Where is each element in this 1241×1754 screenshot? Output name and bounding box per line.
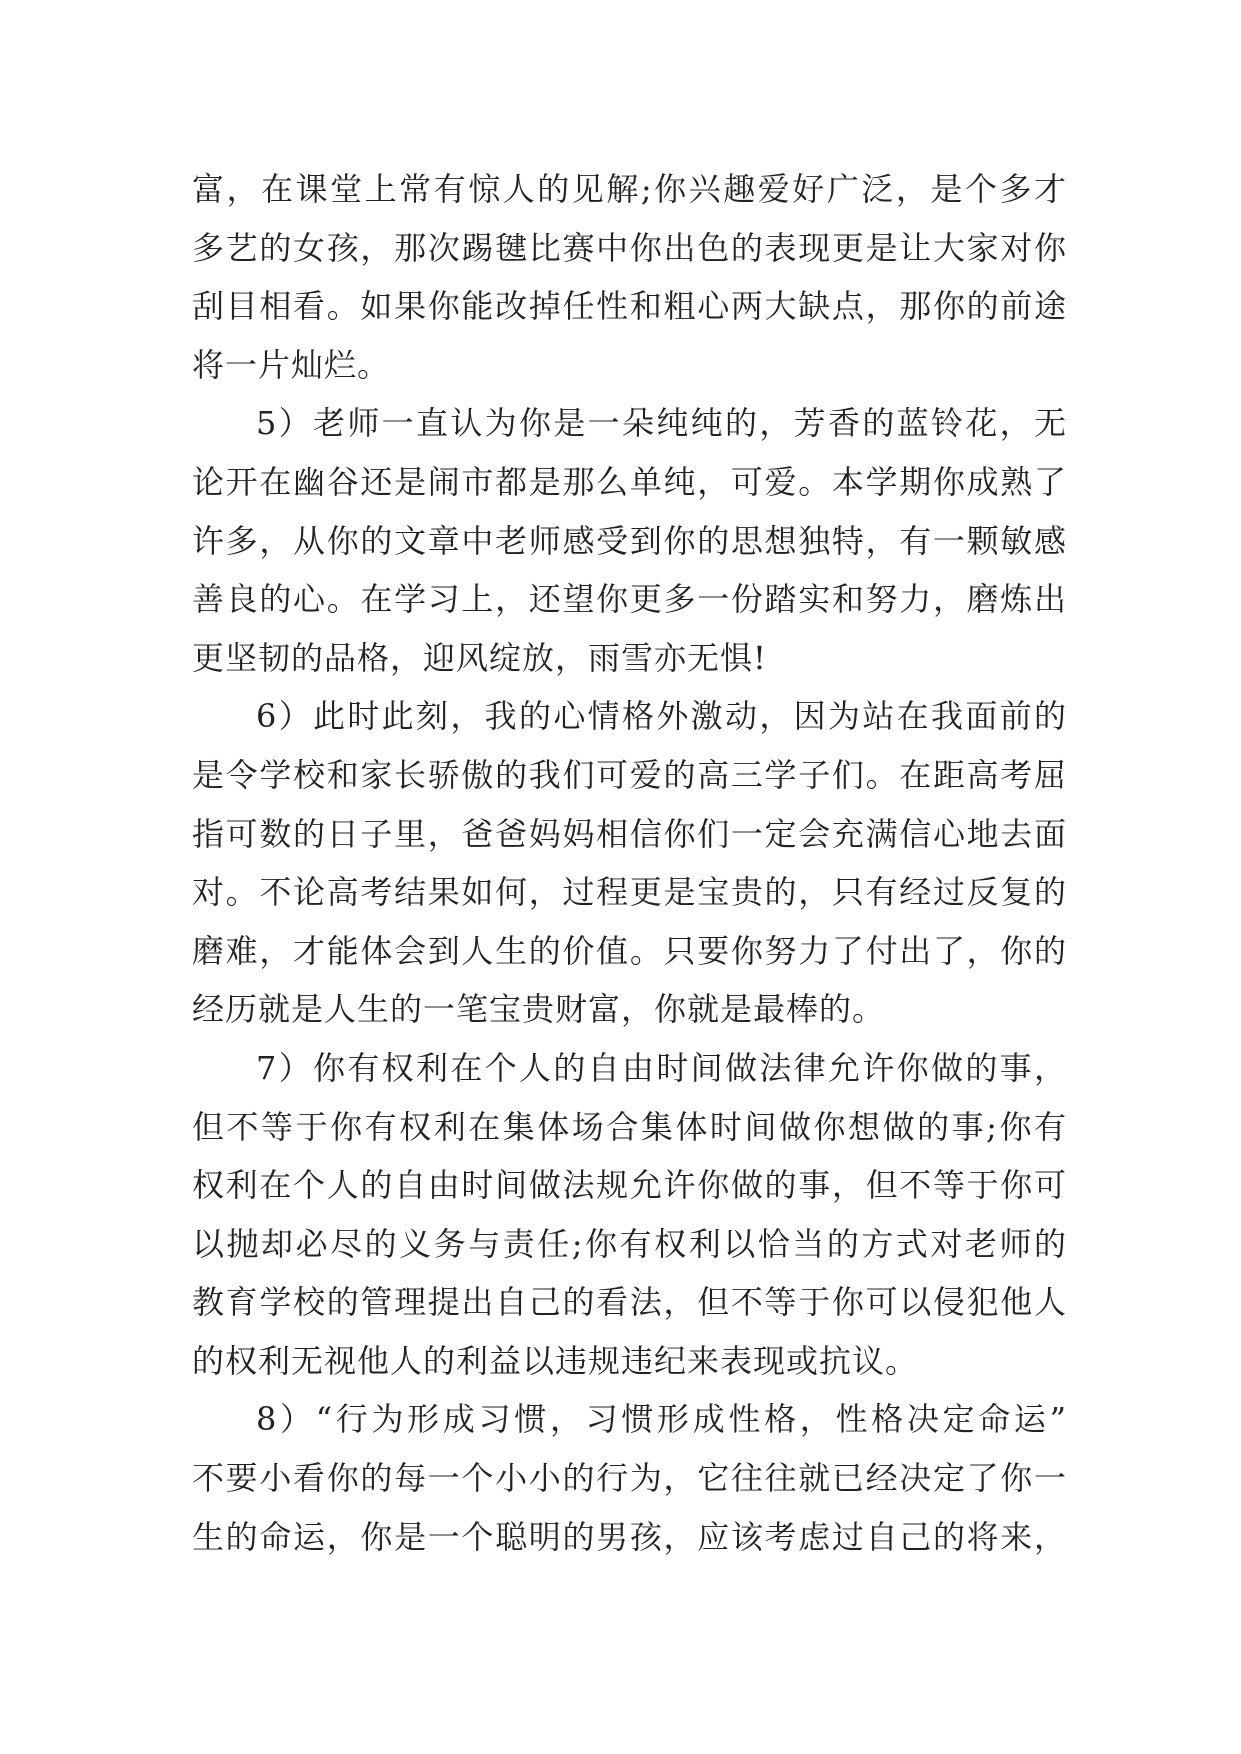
text-line: 多艺的女孩，那次踢毽比赛中你出色的表现更是让大家对你 [192, 228, 1067, 267]
paragraph-continuation [192, 160, 1067, 394]
text-line: 许多，从你的文章中老师感受到你的思想独特，有一颗敏感 [192, 521, 1067, 560]
text-line: 是令学校和家长骄傲的我们可爱的高三学子们。在距高考屈 [192, 755, 1067, 794]
text-line: 对。不论高考结果如何，过程更是宝贵的，只有经过反复的 [192, 873, 1067, 912]
text-line: 论开在幽谷还是闹市都是那么单纯，可爱。本学期你成熟了 [192, 462, 1067, 501]
document-body [192, 160, 1067, 1566]
text-line: 的权利无视他人的利益以违规违纪来表现或抗议。 [192, 1341, 919, 1380]
text-line: 善良的心。在学习上，还望你更多一份踏实和努力，磨炼出 [192, 580, 1067, 619]
text-line: 生的命运，你是一个聪明的男孩，应该考虑过自己的将来， [192, 1517, 1067, 1556]
text-line: 5）老师一直认为你是一朵纯纯的，芳香的蓝铃花，无 [256, 404, 1067, 443]
text-line: 将一片灿烂。 [192, 345, 391, 384]
text-line: 以抛却必尽的义务与责任;你有权利以恰当的方式对老师的 [192, 1224, 1067, 1263]
text-line: 权利在个人的自由时间做法规允许你做的事，但不等于你可 [192, 1166, 1067, 1205]
text-line: 8）“行为形成习惯，习惯形成性格，性格决定命运” [256, 1400, 1067, 1439]
text-line: 指可数的日子里，爸爸妈妈相信你们一定会充满信心地去面 [192, 814, 1067, 853]
text-line: 不要小看你的每一个小小的行为，它往往就已经决定了你一 [192, 1459, 1067, 1498]
text-line: 6）此时此刻，我的心情格外激动，因为站在我面前的 [256, 697, 1067, 736]
text-line: 刮目相看。如果你能改掉任性和粗心两大缺点，那你的前途 [192, 287, 1067, 326]
text-line: 7）你有权利在个人的自由时间做法律允许你做的事， [256, 1048, 1067, 1087]
paragraph-5 [192, 394, 1067, 687]
paragraph-6 [192, 687, 1067, 1039]
text-line: 经历就是人生的一笔宝贵财富，你就是最棒的。 [192, 990, 886, 1029]
paragraph-8 [192, 1390, 1067, 1566]
text-line: 更坚韧的品格，迎风绽放，雨雪亦无惧! [192, 638, 767, 677]
text-line: 磨难，才能体会到人生的价值。只要你努力了付出了，你的 [192, 931, 1067, 970]
paragraph-7 [192, 1039, 1067, 1391]
text-line: 富，在课堂上常有惊人的见解;你兴趣爱好广泛，是个多才 [192, 170, 1067, 208]
text-line: 教育学校的管理提出自己的看法，但不等于你可以侵犯他人 [192, 1283, 1067, 1322]
text-line: 但不等于你有权利在集体场合集体时间做你想做的事;你有 [192, 1107, 1067, 1146]
